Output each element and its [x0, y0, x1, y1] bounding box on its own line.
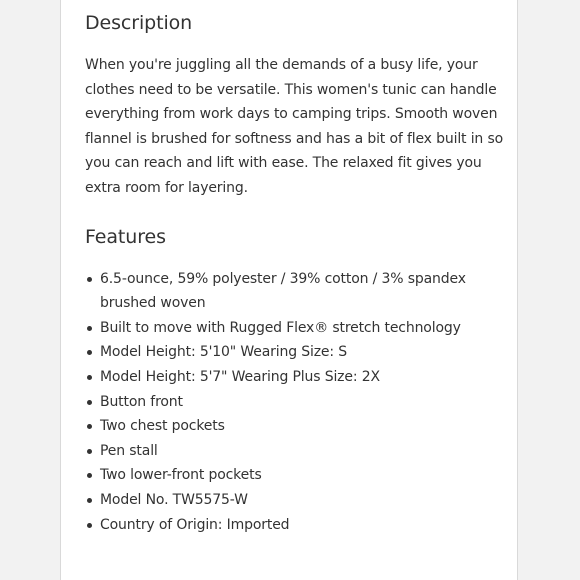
feature-item	[85, 316, 505, 341]
feature-text: Built to move with Rugged Flex® stretch technology	[100, 319, 461, 336]
bullet-icon	[87, 400, 92, 405]
bullet-icon	[87, 375, 92, 380]
description-text: When you're juggling all the demands of a busy life, your clothes need to be versatile. This women's tunic can handle everything from work days to camping trips. Smooth woven flannel is brushed for softness and has a bit of flex built in so you can reach and lift with ease. The relaxed fit gives you extra room for layering.	[85, 57, 504, 196]
feature-item	[85, 365, 505, 390]
feature-text: Model No. TW5575-W	[100, 491, 248, 508]
bullet-icon	[87, 473, 92, 478]
feature-item	[85, 267, 505, 316]
feature-text: Two lower-front pockets	[100, 467, 262, 484]
feature-text: 6.5-ounce, 59% polyester / 39% cotton / 3% spandex brushed woven	[100, 270, 466, 312]
bullet-icon	[87, 523, 92, 528]
feature-text: Country of Origin: Imported	[100, 516, 290, 533]
features-list	[85, 267, 505, 538]
feature-text: Pen stall	[100, 442, 158, 459]
product-details-content	[85, 8, 505, 537]
feature-item	[85, 488, 505, 513]
features-heading: Features	[85, 225, 166, 248]
feature-item	[85, 513, 505, 538]
bullet-icon	[87, 350, 92, 355]
bullet-icon	[87, 449, 92, 454]
feature-text: Model Height: 5'10" Wearing Size: S	[100, 344, 348, 361]
bullet-icon	[87, 326, 92, 331]
bullet-icon	[87, 424, 92, 429]
feature-text: Model Height: 5'7" Wearing Plus Size: 2X	[100, 368, 380, 385]
bullet-icon	[87, 277, 92, 282]
feature-text: Button front	[100, 393, 183, 410]
bullet-icon	[87, 498, 92, 503]
feature-item	[85, 390, 505, 415]
product-details-panel	[60, 0, 518, 580]
feature-item	[85, 340, 505, 365]
feature-text: Two chest pockets	[100, 418, 225, 435]
feature-item	[85, 414, 505, 439]
feature-item	[85, 463, 505, 488]
description-heading: Description	[85, 12, 193, 34]
feature-item	[85, 439, 505, 464]
